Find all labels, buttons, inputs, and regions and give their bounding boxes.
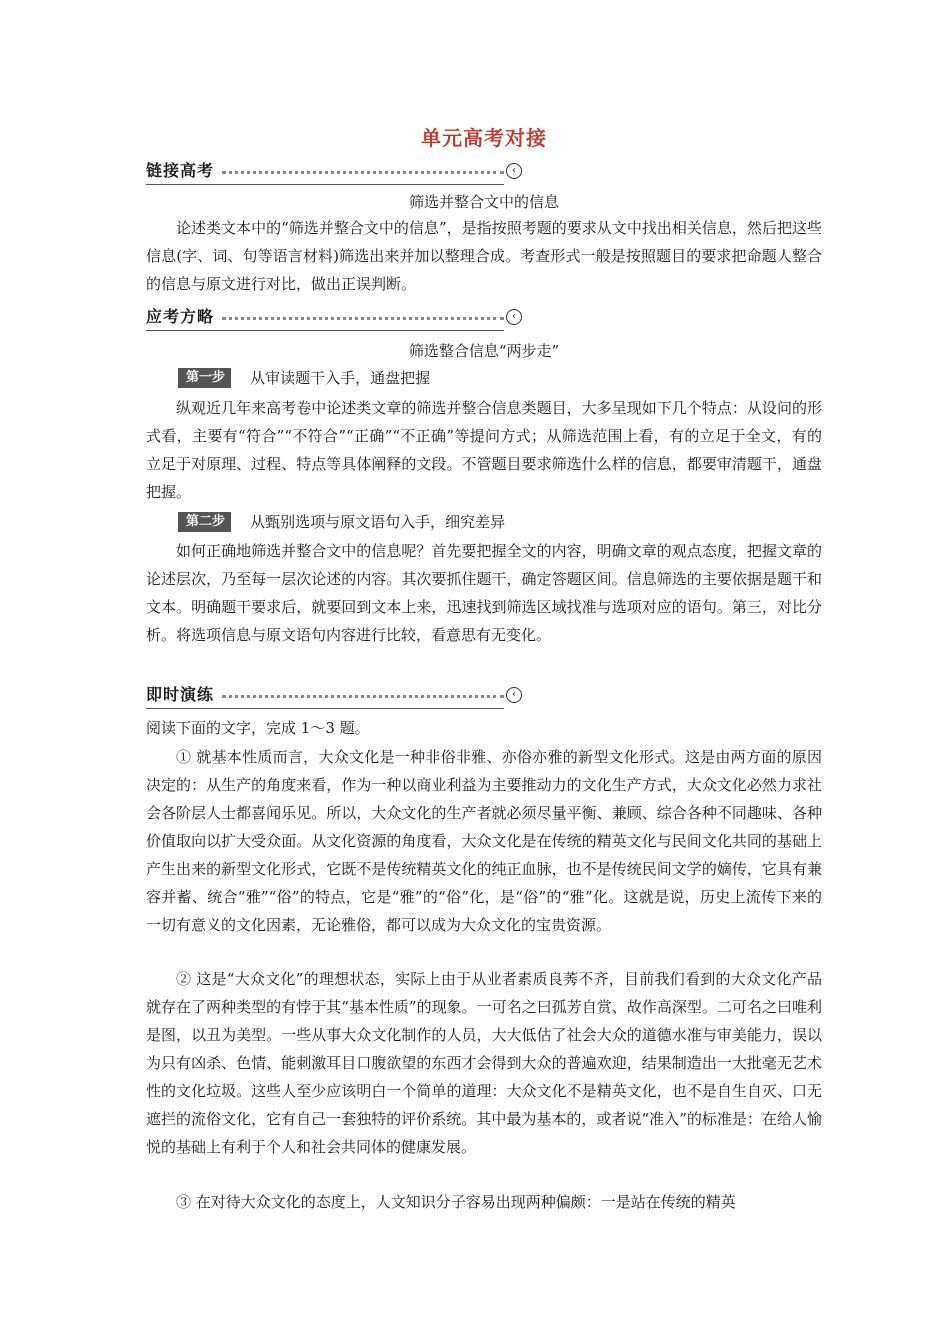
section-header-link	[146, 160, 522, 184]
step-2-paragraph: 如何正确地筛选并整合文中的信息呢？首先要把握全文的内容，明确文章的观点态度，把握文章的论述层次，乃至每一层次论述的内容。其次要抓住题干，确定答题区间。信息筛选的主要依据是题干和文本。明确题干要求后，就要回到文本上来，迅速找到筛选区域找准与选项对应的语句。第三，对比分析。将选项信息与原文语句内容进行比较，看意思有无变化。	[146, 542, 822, 644]
page-title: 单元高考对接	[421, 126, 547, 150]
dotted-divider	[222, 317, 504, 320]
section-label: 链接高考	[146, 161, 215, 180]
section-label: 即时演练	[146, 685, 215, 704]
practice-paragraph-3: ③ 在对待大众文化的态度上，人文知识分子容易出现两种偏颇：一是站在传统的精英	[176, 1193, 736, 1211]
practice-intro: 阅读下面的文字，完成 1～3 题。	[146, 719, 370, 737]
section-subtitle: 筛选整合信息“两步走”	[408, 342, 560, 360]
link-paragraph: 论述类文本中的“筛选并整合文中的信息”，是指按照考题的要求从文中找出相关信息，然后把这些信息(字、词、句等语言材料)筛选出来并加以整理合成。考查形式一般是按照题目的要求把命题人整合的信息与原文进行对比，做出正误判断。	[146, 219, 822, 293]
section-underline	[146, 330, 504, 331]
step-badge: 第一步	[178, 368, 231, 388]
section-header-practice	[146, 684, 522, 708]
chevron-left-icon: ‹	[506, 163, 522, 179]
section-subtitle: 筛选并整合文中的信息	[408, 193, 559, 211]
section-underline	[146, 708, 504, 709]
chevron-left-icon: ‹	[506, 309, 522, 325]
practice-paragraph-2: ② 这是“大众文化”的理想状态，实际上由于从业者素质良莠不齐，目前我们看到的大众文化产品就存在了两种类型的有悖于其“基本性质”的现象。一可名之曰孤芳自赏、故作高深型。二可名之曰唯利是图，以丑为美型。一些从事大众文化制作的人员，大大低估了社会大众的道德水准与审美能力，误以为只有凶杀、色情、能刺激耳目口腹欲望的东西才会得到大众的普遍欢迎，结果制造出一大批毫无艺术性的文化垃圾。这些人至少应该明白一个简单的道理：大众文化不是精英文化，也不是自生自灭、口无遮拦的流俗文化，它有自己一套独特的评价系统。其中最为基本的，或者说“准入”的标准是：在给人愉悦的基础上有利于个人和社会共同体的健康发展。	[146, 970, 822, 1156]
step-2-heading	[178, 511, 505, 535]
dotted-divider	[222, 171, 504, 174]
step-badge: 第二步	[178, 512, 231, 532]
step-1-heading	[178, 367, 430, 391]
section-label: 应考方略	[146, 307, 215, 326]
section-underline	[146, 184, 504, 185]
step-title: 从审读题干入手，通盘把握	[250, 369, 431, 387]
step-1-paragraph: 纵观近几年来高考卷中论述类文章的筛选并整合信息类题目，大多呈现如下几个特点：从设问的形式看，主要有“符合”“不符合”“正确”“不正确”等提问方式；从筛选范围上看，有的立足于全文，有的立足于对原理、过程、特点等具体阐释的文段。不管题目要求筛选什么样的信息，都要审清题干，通盘把握。	[146, 399, 822, 501]
chevron-left-icon: ‹	[506, 687, 522, 703]
step-title: 从甄别选项与原文语句入手，细究差异	[250, 513, 506, 531]
section-header-strategy	[146, 306, 522, 330]
practice-paragraph-1: ① 就基本性质而言，大众文化是一种非俗非雅、亦俗亦雅的新型文化形式。这是由两方面的原因决定的：从生产的角度来看，作为一种以商业利益为主要推动力的文化生产方式，大众文化必然力求社会各阶层人士都喜闻乐见。所以，大众文化的生产者就必须尽量平衡、兼顾、综合各种不同趣味、各种价值取向以扩大受众面。从文化资源的角度看，大众文化是在传统的精英文化与民间文化共同的基础上产生出来的新型文化形式，它既不是传统精英文化的纯正血脉，也不是传统民间文学的嫡传，它具有兼容并蓄、统合“雅”“俗”的特点，它是“雅”的“俗”化，是“俗”的“雅”化。这就是说，历史上流传下来的一切有意义的文化因素，无论雅俗，都可以成为大众文化的宝贵资源。	[146, 748, 822, 934]
dotted-divider	[222, 695, 504, 698]
